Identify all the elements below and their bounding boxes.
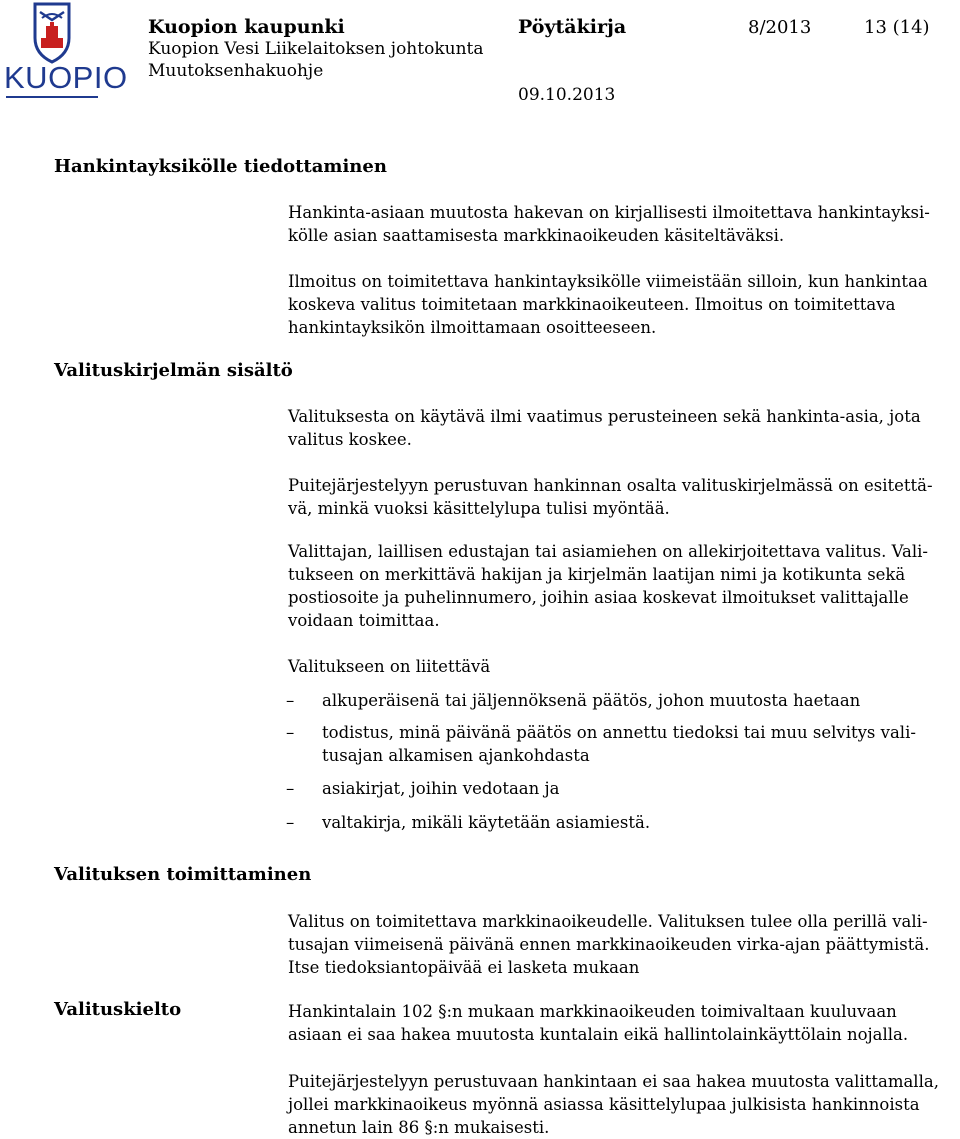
delivery-paragraph <box>288 910 960 979</box>
section-heading-notify: Hankintayksikölle tiedottaminen <box>54 156 387 177</box>
text-line: Hankinta-asiaan muutosta hakevan on kirjallisesti ilmoitettava hankintayksi- <box>288 203 930 222</box>
text-line: Itse tiedoksiantopäivää ei lasketa mukaan <box>288 958 640 977</box>
text-line: Valittajan, laillisen edustajan tai asiamiehen on allekirjoitettava valitus. Vali- <box>288 542 929 561</box>
text-line: vä, minkä vuoksi käsittelylupa tulisi myöntää. <box>288 499 670 518</box>
text-line: voidaan toimittaa. <box>288 611 440 630</box>
appeal-ban-paragraph-2 <box>288 1070 960 1139</box>
content-paragraph-1 <box>288 405 960 451</box>
list-item-text <box>322 721 958 767</box>
section-heading-delivery: Valituksen toimittaminen <box>54 864 312 885</box>
list-item-text: asiakirjat, joihin vedotaan ja <box>322 779 560 798</box>
header-unit: Kuopion Vesi Liikelaitoksen johtokunta <box>148 39 484 59</box>
appeal-ban-paragraph-1 <box>288 1000 960 1046</box>
text-line: Ilmoitus on toimitettava hankintayksikölle viimeistään silloin, kun hankintaa <box>288 272 928 291</box>
list-dash: – <box>286 723 295 742</box>
section-heading-content: Valituskirjelmän sisältö <box>54 360 293 381</box>
text-line: Puitejärjestelyyn perustuvaan hankintaan ei saa hakea muutosta valittamalla, <box>288 1072 939 1091</box>
content-paragraph-2 <box>288 474 960 520</box>
text-line: Hankintalain 102 §:n mukaan markkinaoikeuden toimivaltaan kuuluvaan <box>288 1002 897 1021</box>
text-line: tukseen on merkittävä hakijan ja kirjelmän laatijan nimi ja kotikunta sekä <box>288 565 906 584</box>
text-line: postiosoite ja puhelinnumero, joihin asiaa koskevat ilmoitukset valittajalle <box>288 588 909 607</box>
header-page: 13 (14) <box>864 17 930 38</box>
text-line: annetun lain 86 §:n mukaisesti. <box>288 1118 550 1137</box>
text-line: koskeva valitus toimitetaan markkinaoikeuteen. Ilmoitus on toimitettava <box>288 295 896 314</box>
list-dash: – <box>286 813 295 832</box>
list-item-text: valtakirja, mikäli käytetään asiamiestä. <box>322 813 651 832</box>
header-doc-type: Pöytäkirja <box>518 16 627 38</box>
logo-wordmark: KUOPIO <box>4 60 128 95</box>
logo-underline <box>6 96 98 98</box>
kuopio-coat-of-arms-icon <box>4 2 100 68</box>
list-item <box>288 721 960 767</box>
header-date: 09.10.2013 <box>518 85 616 105</box>
text-line: kölle asian saattamisesta markkinaoikeuden käsiteltäväksi. <box>288 226 785 245</box>
header-doc-subtitle: Muutoksenhakuohje <box>148 61 324 81</box>
text-line: tusajan alkamisen ajankohdasta <box>322 746 590 765</box>
attachments-intro: Valitukseen on liitettävä <box>288 657 491 676</box>
text-line: valitus koskee. <box>288 430 412 449</box>
list-item-text: alkuperäisenä tai jäljennöksenä päätös, johon muutosta haetaan <box>322 691 861 710</box>
kuopio-logo <box>4 2 128 98</box>
text-line: asiaan ei saa hakea muutosta kuntalain eikä hallintolainkäyttölain nojalla. <box>288 1025 909 1044</box>
text-line: hankintayksikön ilmoittamaan osoitteeseen. <box>288 318 657 337</box>
text-line: tusajan viimeisenä päivänä ennen markkinaoikeuden virka-ajan päättymistä. <box>288 935 930 954</box>
header-number: 8/2013 <box>748 17 812 38</box>
list-dash: – <box>286 691 295 710</box>
text-line: Valitus on toimitettava markkinaoikeudelle. Valituksen tulee olla perillä vali- <box>288 912 928 931</box>
content-paragraph-3 <box>288 540 960 632</box>
header-org: Kuopion kaupunki <box>148 16 345 38</box>
text-line: todistus, minä päivänä päätös on annettu tiedoksi tai muu selvitys vali- <box>322 723 916 742</box>
section-heading-appeal-ban: Valituskielto <box>54 999 182 1020</box>
notify-paragraph-1 <box>288 201 960 247</box>
text-line: Puitejärjestelyyn perustuvan hankinnan osalta valituskirjelmässä on esitettä- <box>288 476 933 495</box>
text-line: Valituksesta on käytävä ilmi vaatimus perusteineen sekä hankinta-asia, jota <box>288 407 921 426</box>
list-dash: – <box>286 779 295 798</box>
text-line: jollei markkinaoikeus myönnä asiassa käsittelylupaa julkisista hankinnoista <box>288 1095 920 1114</box>
notify-paragraph-2 <box>288 270 960 339</box>
